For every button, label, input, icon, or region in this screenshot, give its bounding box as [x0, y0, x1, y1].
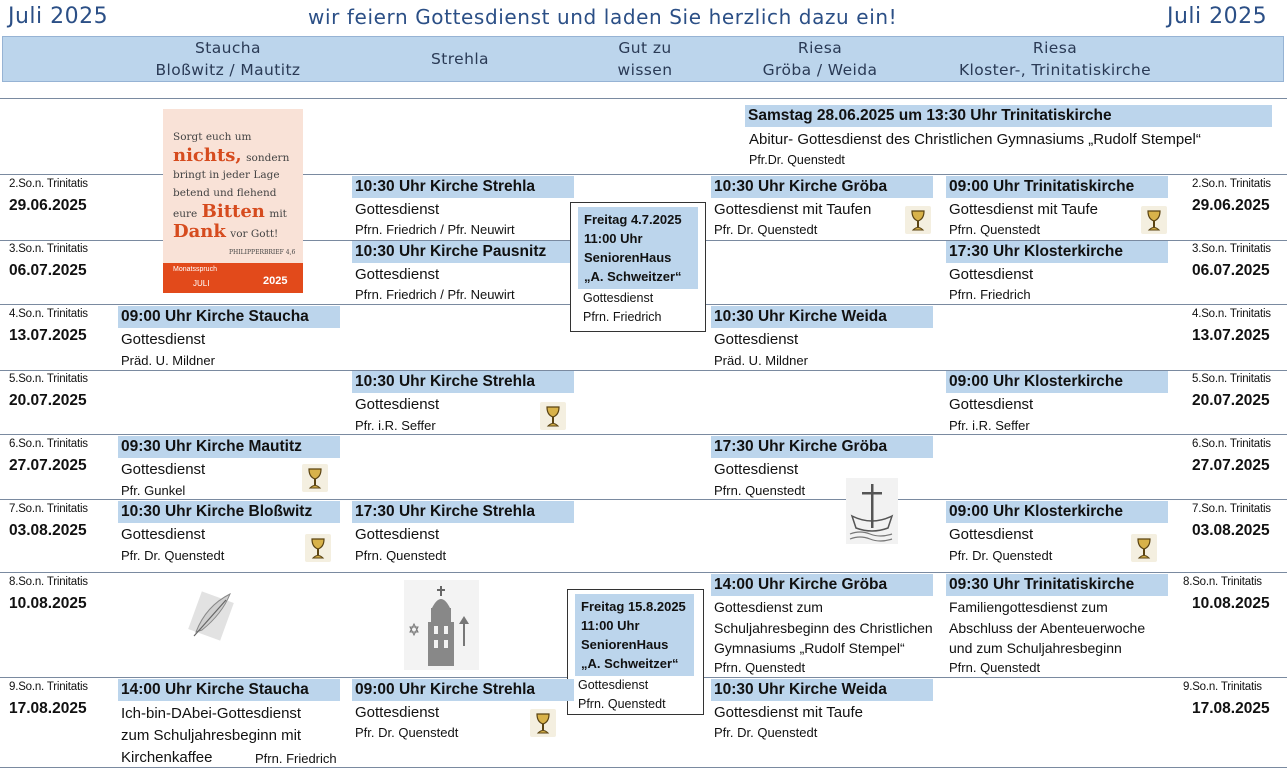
event-text: Gottesdienst zum Schuljahresbeginn des Christlichen Gymnasiums „Rudolf Stempel“: [714, 599, 933, 656]
event-pastor: Pfrn. Quenstedt: [949, 222, 1041, 237]
sunday-name: 6.So.n. Trinitatis: [9, 438, 88, 450]
sunday-name: 7.So.n. Trinitatis: [1192, 503, 1271, 515]
info-box: [567, 589, 704, 715]
column-staucha: Staucha Bloßwitz / Mautitz: [155, 39, 301, 79]
verse-line: sondern: [246, 152, 290, 164]
event-pastor: Präd. U. Mildner: [121, 353, 215, 368]
sunday-date: 27.07.2025: [9, 457, 87, 474]
verse-word: Bitten: [201, 201, 265, 222]
event-text: Gottesdienst: [121, 331, 206, 348]
sunday-date: 10.08.2025: [9, 595, 87, 612]
event-head: 17:30 Uhr Klosterkirche: [946, 241, 1168, 263]
divider: [0, 434, 1287, 435]
special-event-head: Samstag 28.06.2025 um 13:30 Uhr Trinitatiskirche: [745, 105, 1272, 127]
info-box-head: Freitag 4.7.2025 11:00 Uhr SeniorenHaus „A. Schweitzer“: [578, 207, 698, 289]
event-pastor: Pfr. Gunkel: [121, 483, 186, 498]
event-pastor: Pfr. Dr. Quenstedt: [714, 725, 818, 740]
chalice-icon: [540, 402, 566, 430]
sunday-date: 13.07.2025: [1192, 327, 1270, 344]
church-icon: [404, 580, 479, 670]
sunday-date: 03.08.2025: [1192, 522, 1270, 539]
sunday-name: 4.So.n. Trinitatis: [9, 308, 88, 320]
sunday-date: 29.06.2025: [9, 197, 87, 214]
event-head: 09:00 Uhr Kirche Strehla: [352, 679, 574, 701]
event-head: 09:00 Uhr Trinitatiskirche: [946, 176, 1168, 198]
info-box: [570, 202, 706, 332]
event-head: 17:30 Uhr Kirche Strehla: [352, 501, 574, 523]
divider: [0, 98, 1287, 99]
event-head: 10:30 Uhr Kirche Bloßwitz: [118, 501, 340, 523]
chalice-icon: [530, 709, 556, 737]
month-left: Juli 2025: [8, 4, 109, 29]
sunday-date: 10.08.2025: [1192, 595, 1270, 612]
event-head: 09:00 Uhr Klosterkirche: [946, 371, 1168, 393]
event-text: Gottesdienst: [355, 396, 440, 413]
event-text: Gottesdienst: [355, 526, 440, 543]
event-text: Gottesdienst: [355, 704, 440, 721]
event-pastor: Pfrn. Friedrich / Pfr. Neuwirt: [355, 287, 515, 302]
sunday-date: 06.07.2025: [9, 262, 87, 279]
event-head: 10:30 Uhr Kirche Weida: [711, 679, 933, 701]
event-pastor: Pfr. Dr. Quenstedt: [949, 548, 1053, 563]
sunday-name: 2.So.n. Trinitatis: [9, 178, 88, 190]
event-text: Gottesdienst mit Taufe: [714, 704, 863, 721]
sunday-name: 5.So.n. Trinitatis: [9, 373, 88, 385]
event-text: Gottesdienst mit Taufe: [949, 201, 1098, 218]
column-riesa-kloster: Riesa Kloster-, Trinitatiskirche: [958, 39, 1152, 79]
divider: [0, 572, 1287, 573]
event-text: Gottesdienst: [714, 331, 799, 348]
event-text: Gottesdienst: [714, 461, 799, 478]
event-head: 09:00 Uhr Klosterkirche: [946, 501, 1168, 523]
sunday-date: 20.07.2025: [1192, 392, 1270, 409]
sunday-name: 3.So.n. Trinitatis: [9, 243, 88, 255]
sunday-date: 13.07.2025: [9, 327, 87, 344]
event-head: 14:00 Uhr Kirche Staucha: [118, 679, 340, 701]
verse-line: bringt in jeder Lage: [173, 169, 280, 181]
sunday-name: 7.So.n. Trinitatis: [9, 503, 88, 515]
chalice-icon: [1131, 534, 1157, 562]
column-riesa-groeba: Riesa Gröba / Weida: [762, 39, 878, 79]
event-head: 10:30 Uhr Kirche Pausnitz: [352, 241, 574, 263]
verse-line: vor Gott!: [230, 228, 279, 240]
event-text: Ich-bin-DAbei-Gottesdienst zum Schuljahresbeginn mit Kirchenkaffee: [121, 705, 302, 766]
special-event-pastor: Pfr.Dr. Quenstedt: [749, 153, 845, 167]
sunday-date: 17.08.2025: [9, 700, 87, 717]
event-pastor: Pfrn. Quenstedt: [949, 660, 1041, 675]
event-text: Gottesdienst mit Taufen: [714, 201, 872, 218]
verse-line: Sorgt euch um: [173, 131, 252, 143]
verse-line: eure: [173, 208, 198, 220]
chalice-icon: [905, 206, 931, 234]
event-pastor: Pfrn. Quenstedt: [355, 548, 447, 563]
sunday-name: 6.So.n. Trinitatis: [1192, 438, 1271, 450]
event-pastor: Pfr. i.R. Seffer: [355, 418, 436, 433]
sunday-date: 06.07.2025: [1192, 262, 1270, 279]
event-pastor: Pfrn. Friedrich: [255, 751, 337, 766]
info-box-text: Gottesdienst: [583, 291, 654, 305]
sunday-name: 3.So.n. Trinitatis: [1192, 243, 1271, 255]
feather-icon: [182, 586, 244, 646]
verse-word: Dank: [173, 221, 226, 242]
verse-footer: Monatsspruch JULI 2025: [163, 263, 303, 293]
info-box-text: Gottesdienst: [578, 678, 649, 692]
special-event-text: Abitur- Gottesdienst des Christlichen Gymnasiums „Rudolf Stempel“: [749, 131, 1201, 148]
event-text: Familiengottesdienst zum Abschluss der Abenteuerwoche und zum Schuljahresbeginn: [949, 599, 1146, 656]
info-box-pastor: Pfrn. Quenstedt: [578, 697, 666, 711]
sunday-name: 2.So.n. Trinitatis: [1192, 178, 1271, 190]
event-pastor: Pfrn. Friedrich / Pfr. Neuwirt: [355, 222, 515, 237]
event-head: 10:30 Uhr Kirche Strehla: [352, 371, 574, 393]
sunday-name: 9.So.n. Trinitatis: [9, 681, 88, 693]
event-pastor: Pfrn. Quenstedt: [714, 660, 806, 675]
chalice-icon: [1141, 206, 1167, 234]
event-pastor: Pfr. Dr. Quenstedt: [355, 725, 459, 740]
chalice-icon: [305, 534, 331, 562]
page-title: wir feiern Gottesdienst und laden Sie herzlich dazu ein!: [308, 5, 898, 29]
event-pastor: Präd. U. Mildner: [714, 353, 808, 368]
info-box-head: Freitag 15.8.2025 11:00 Uhr SeniorenHaus „A. Schweitzer“: [575, 594, 694, 676]
chalice-icon: [302, 464, 328, 492]
event-text: Gottesdienst: [121, 526, 206, 543]
sunday-name: 4.So.n. Trinitatis: [1192, 308, 1271, 320]
verse-line: mit: [269, 208, 287, 220]
event-head: 10:30 Uhr Kirche Weida: [711, 306, 933, 328]
event-head: 17:30 Uhr Kirche Gröba: [711, 436, 933, 458]
event-pastor: Pfrn. Friedrich: [949, 287, 1031, 302]
event-head: 14:00 Uhr Kirche Gröba: [711, 574, 933, 596]
ship-cross-icon: [846, 478, 898, 544]
event-pastor: Pfr. Dr. Quenstedt: [121, 548, 225, 563]
event-text: Gottesdienst: [949, 526, 1034, 543]
verse-word: nichts,: [173, 145, 242, 166]
event-head: 09:30 Uhr Trinitatiskirche: [946, 574, 1168, 596]
event-text: Gottesdienst: [949, 396, 1034, 413]
sunday-date: 03.08.2025: [9, 522, 87, 539]
month-right: Juli 2025: [1167, 4, 1268, 29]
column-info: Gut zu wissen: [617, 39, 673, 79]
event-text: Gottesdienst: [949, 266, 1034, 283]
sunday-name: 5.So.n. Trinitatis: [1192, 373, 1271, 385]
event-head: 10:30 Uhr Kirche Gröba: [711, 176, 933, 198]
sunday-name: 9.So.n. Trinitatis: [1183, 681, 1262, 693]
event-head: 09:30 Uhr Kirche Mautitz: [118, 436, 340, 458]
event-pastor: Pfr. i.R. Seffer: [949, 418, 1030, 433]
event-head: 10:30 Uhr Kirche Strehla: [352, 176, 574, 198]
event-text: Gottesdienst: [355, 201, 440, 218]
sunday-date: 27.07.2025: [1192, 457, 1270, 474]
column-strehla: Strehla: [431, 50, 489, 68]
event-pastor: Pfr. Dr. Quenstedt: [714, 222, 818, 237]
verse-line: betend und flehend: [173, 187, 277, 199]
divider: [0, 499, 1287, 500]
monthly-verse-card: [163, 109, 303, 293]
sunday-date: 17.08.2025: [1192, 700, 1270, 717]
event-text: Gottesdienst: [355, 266, 440, 283]
info-box-pastor: Pfrn. Friedrich: [583, 310, 662, 324]
sunday-date: 29.06.2025: [1192, 197, 1270, 214]
event-head: 09:00 Uhr Kirche Staucha: [118, 306, 340, 328]
verse-reference: PHILIPPERBRIEF 4,6: [229, 249, 296, 256]
sunday-date: 20.07.2025: [9, 392, 87, 409]
sunday-name: 8.So.n. Trinitatis: [9, 576, 88, 588]
sunday-name: 8.So.n. Trinitatis: [1183, 576, 1262, 588]
event-pastor: Pfrn. Quenstedt: [714, 483, 806, 498]
event-text: Gottesdienst: [121, 461, 206, 478]
